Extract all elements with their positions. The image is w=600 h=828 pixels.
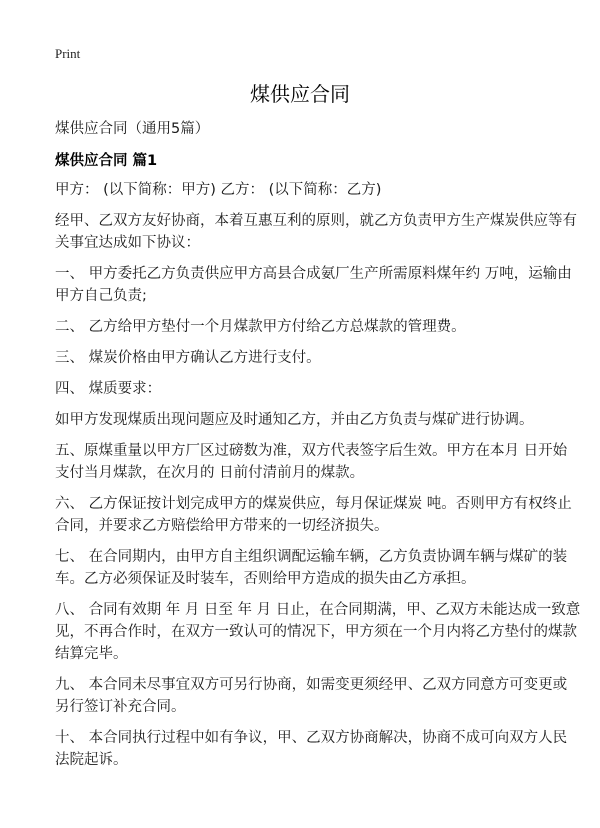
paragraph-line: 三、 煤炭价格由甲方确认乙方进行支付。 xyxy=(55,350,321,366)
paragraph-line: 见，不再合作时，在双方一致认可的情况下，甲方须在一个月内将乙方垫付的煤款 xyxy=(55,624,577,640)
paragraph xyxy=(55,316,555,338)
paragraph-line: 八、 合同有效期 年 月 日至 年 月 日止，在合同期满，甲、乙双方未能达成一致意 xyxy=(55,602,581,618)
paragraph xyxy=(55,674,568,718)
paragraph-line: 关事宜达成如下协议： xyxy=(55,235,200,251)
document-subtitle: 煤供应合同（通用5篇） xyxy=(55,121,210,137)
paragraph-line: 甲方自己负责; xyxy=(55,288,147,304)
paragraph-line: 经甲、乙双方友好协商，本着互惠互利的原则，就乙方负责甲方生产煤炭供应等有 xyxy=(55,213,577,229)
paragraph-line: 如甲方发现煤质出现问题应及时通知乙方，并由乙方负责与煤矿进行协调。 xyxy=(55,412,534,428)
paragraph xyxy=(55,599,581,665)
paragraph-line: 五、原煤重量以甲方厂区过磅数为准，双方代表签字后生效。甲方在本月 日开始 xyxy=(55,443,568,459)
paragraph-line: 支付当月煤款，在次月的 日前付清前月的煤款。 xyxy=(55,465,365,481)
paragraph xyxy=(55,409,555,431)
paragraph-line: 四、 煤质要求： xyxy=(55,381,162,397)
paragraph-line: 另行签订补充合同。 xyxy=(55,699,186,715)
paragraph xyxy=(55,179,555,201)
paragraph xyxy=(55,440,568,484)
document-title: 煤供应合同 xyxy=(250,82,350,106)
paragraph-line: 七、 在合同期内，由甲方自主组织调配运输车辆，乙方负责协调车辆与煤矿的装 xyxy=(55,549,568,565)
paragraph-line: 车。乙方必须保证及时装车，否则给甲方造成的损失由乙方承担。 xyxy=(55,571,476,587)
paragraph xyxy=(55,546,568,590)
paragraph-line: 二、 乙方给甲方垫付一个月煤款甲方付给乙方总煤款的管理费。 xyxy=(55,319,466,335)
paragraph xyxy=(55,493,572,537)
paragraph-line: 一、 甲方委托乙方负责供应甲方高县合成氨厂生产所需原料煤年约 万吨，运输由 xyxy=(55,266,572,282)
paragraph xyxy=(55,378,555,400)
paragraph xyxy=(55,347,555,369)
paragraph-line: 结算完毕。 xyxy=(55,646,128,662)
paragraph xyxy=(55,210,577,254)
paragraph-line: 法院起诉。 xyxy=(55,752,128,768)
paragraph-line: 六、 乙方保证按计划完成甲方的煤炭供应，每月保证煤炭 吨。否则甲方有权终止 xyxy=(55,496,572,512)
document-body xyxy=(55,118,581,780)
paragraph-line: 十、 本合同执行过程中如有争议，甲、乙双方协商解决，协商不成可向双方人民 xyxy=(55,730,568,746)
paragraph-line: 合同，并要求乙方赔偿给甲方带来的一切经济损失。 xyxy=(55,518,389,534)
paragraph-list xyxy=(55,179,581,771)
paragraph xyxy=(55,263,572,307)
paragraph-line: 九、 本合同未尽事宜双方可另行协商，如需变更须经甲、乙双方同意方可变更或 xyxy=(55,677,568,693)
paragraph-line: 甲方： (以下简称：甲方) 乙方： (以下简称：乙方) xyxy=(55,182,382,198)
paragraph xyxy=(55,727,568,771)
section-heading: 煤供应合同 篇1 xyxy=(55,153,158,169)
print-link[interactable]: Print xyxy=(55,46,81,61)
